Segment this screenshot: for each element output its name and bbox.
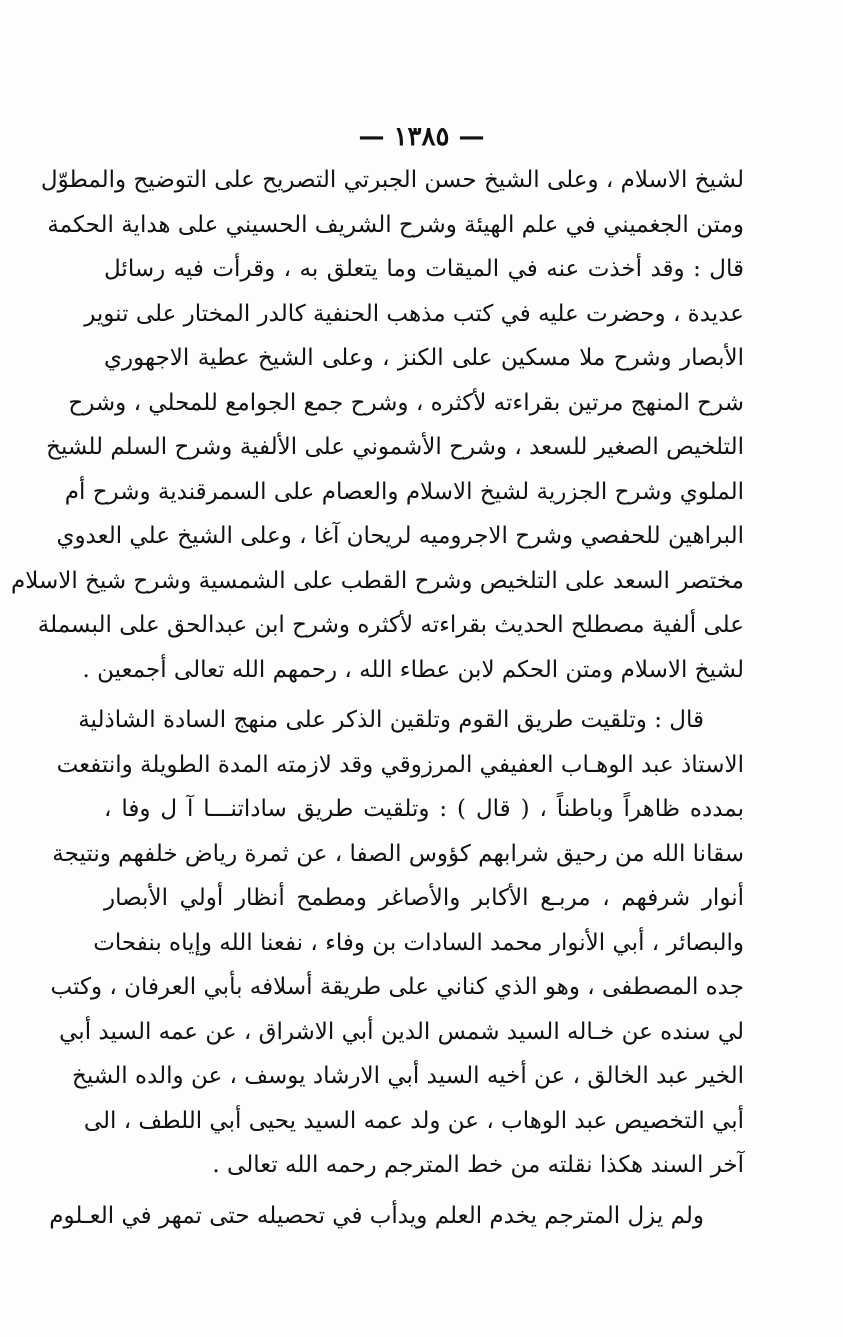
text-line: قال : وتلقيت طريق القوم وتلقين الذكر على منهج السادة الشاذلية: [78, 707, 704, 733]
paragraph-2: [50, 698, 744, 1188]
text-line: الملوي وشرح الجزرية لشيخ الاسلام والعصام على السمرقندية وشرح أم: [64, 478, 744, 505]
text-line: قال : وقد أخذت عنه في الميقات وما يتعلق به ، وقرأت فيه رسائل: [104, 256, 744, 282]
text-line: الأبصار وشرح ملا مسكين على الكنز ، وعلى الشيخ عطية الاجهوري: [104, 345, 744, 371]
text-line: مختصر السعد على التلخيص وشرح القطب على الشمسية وشرح شيخ الاسلام: [11, 567, 744, 594]
page-number: — ١٣٨٥ —: [358, 122, 485, 152]
text-line: ومتن الجغميني في علم الهيئة وشرح الشريف الحسيني على هداية الحكمة: [47, 211, 744, 238]
body-text: [11, 158, 744, 1238]
text-line: عديدة ، وحضرت عليه في كتب مذهب الحنفية كالدر المختار على تنوير: [84, 300, 744, 327]
text-line: لشيخ الاسلام ، وعلى الشيخ حسن الجبرتي التصريح على التوضيح والمطوّل: [40, 167, 744, 193]
text-line: الاستاذ عبد الوهـاب العفيفي المرزوقي وقد لازمته المدة الطويلة وانتفعت: [56, 751, 744, 778]
text-line: آخر السند هكذا نقلته من خط المترجم رحمه الله تعالى .: [212, 1152, 744, 1178]
text-line: ولم يزل المترجم يخدم العلم ويدأب في تحصيله حتى تمهر في العـلوم: [49, 1202, 704, 1229]
text-line: والبصائر ، أبي الأنوار محمد السادات بن وفاء ، نفعنا الله وإياه بنفحات: [93, 929, 744, 956]
text-line: بمدده ظاهراً وباطناً ، ( قال ) : وتلقيت طريق ساداتنـــا آ ل وفا ،: [104, 796, 744, 822]
text-line: الخير عبد الخالق ، عن أخيه السيد أبي الارشاد يوسف ، عن والده الشيخ: [71, 1063, 744, 1089]
paragraph-1: [11, 158, 744, 692]
text-line: أنوار شرفهم ، مربـع الأكابر والأصاغر ومطمح أنظار أولي الأبصار: [104, 885, 744, 911]
text-line: البراهين للحفصي وشرح الاجروميه لريحان آغا ، وعلى الشيخ علي العدوي: [56, 523, 744, 549]
text-line: على ألفية مصطلح الحديث بقراءته لأكثره وشرح ابن عبدالحق على البسملة: [37, 612, 744, 638]
text-line: شرح المنهج مرتين بقراءته لأكثره ، وشرح جمع الجوامع للمحلي ، وشرح: [68, 389, 744, 416]
text-line: جده المصطفى ، وهو الذي كناني على طريقة أسلافه بأبي العرفان ، وكتب: [50, 974, 744, 1000]
text-line: لشيخ الاسلام ومتن الحكم لابن عطاء الله ، رحمهم الله تعالى أجمعين .: [82, 656, 744, 683]
text-line: لي سنده عن خـاله السيد شمس الدين أبي الاشراق ، عن عمه السيد أبي: [59, 1018, 744, 1045]
text-line: سقانا الله من رحيق شرابهم كؤوس الصفا ، عن ثمرة رياض خلفهم ونتيجة: [52, 840, 744, 867]
text-line: أبي التخصيص عبد الوهاب ، عن ولد عمه السيد يحيى أبي اللطف ، الى: [83, 1107, 744, 1134]
text-line: التلخيص الصغير للسعد ، وشرح الأشموني على الألفية وشرح السلم للشيخ: [46, 434, 744, 460]
paragraph-3: [49, 1194, 744, 1239]
